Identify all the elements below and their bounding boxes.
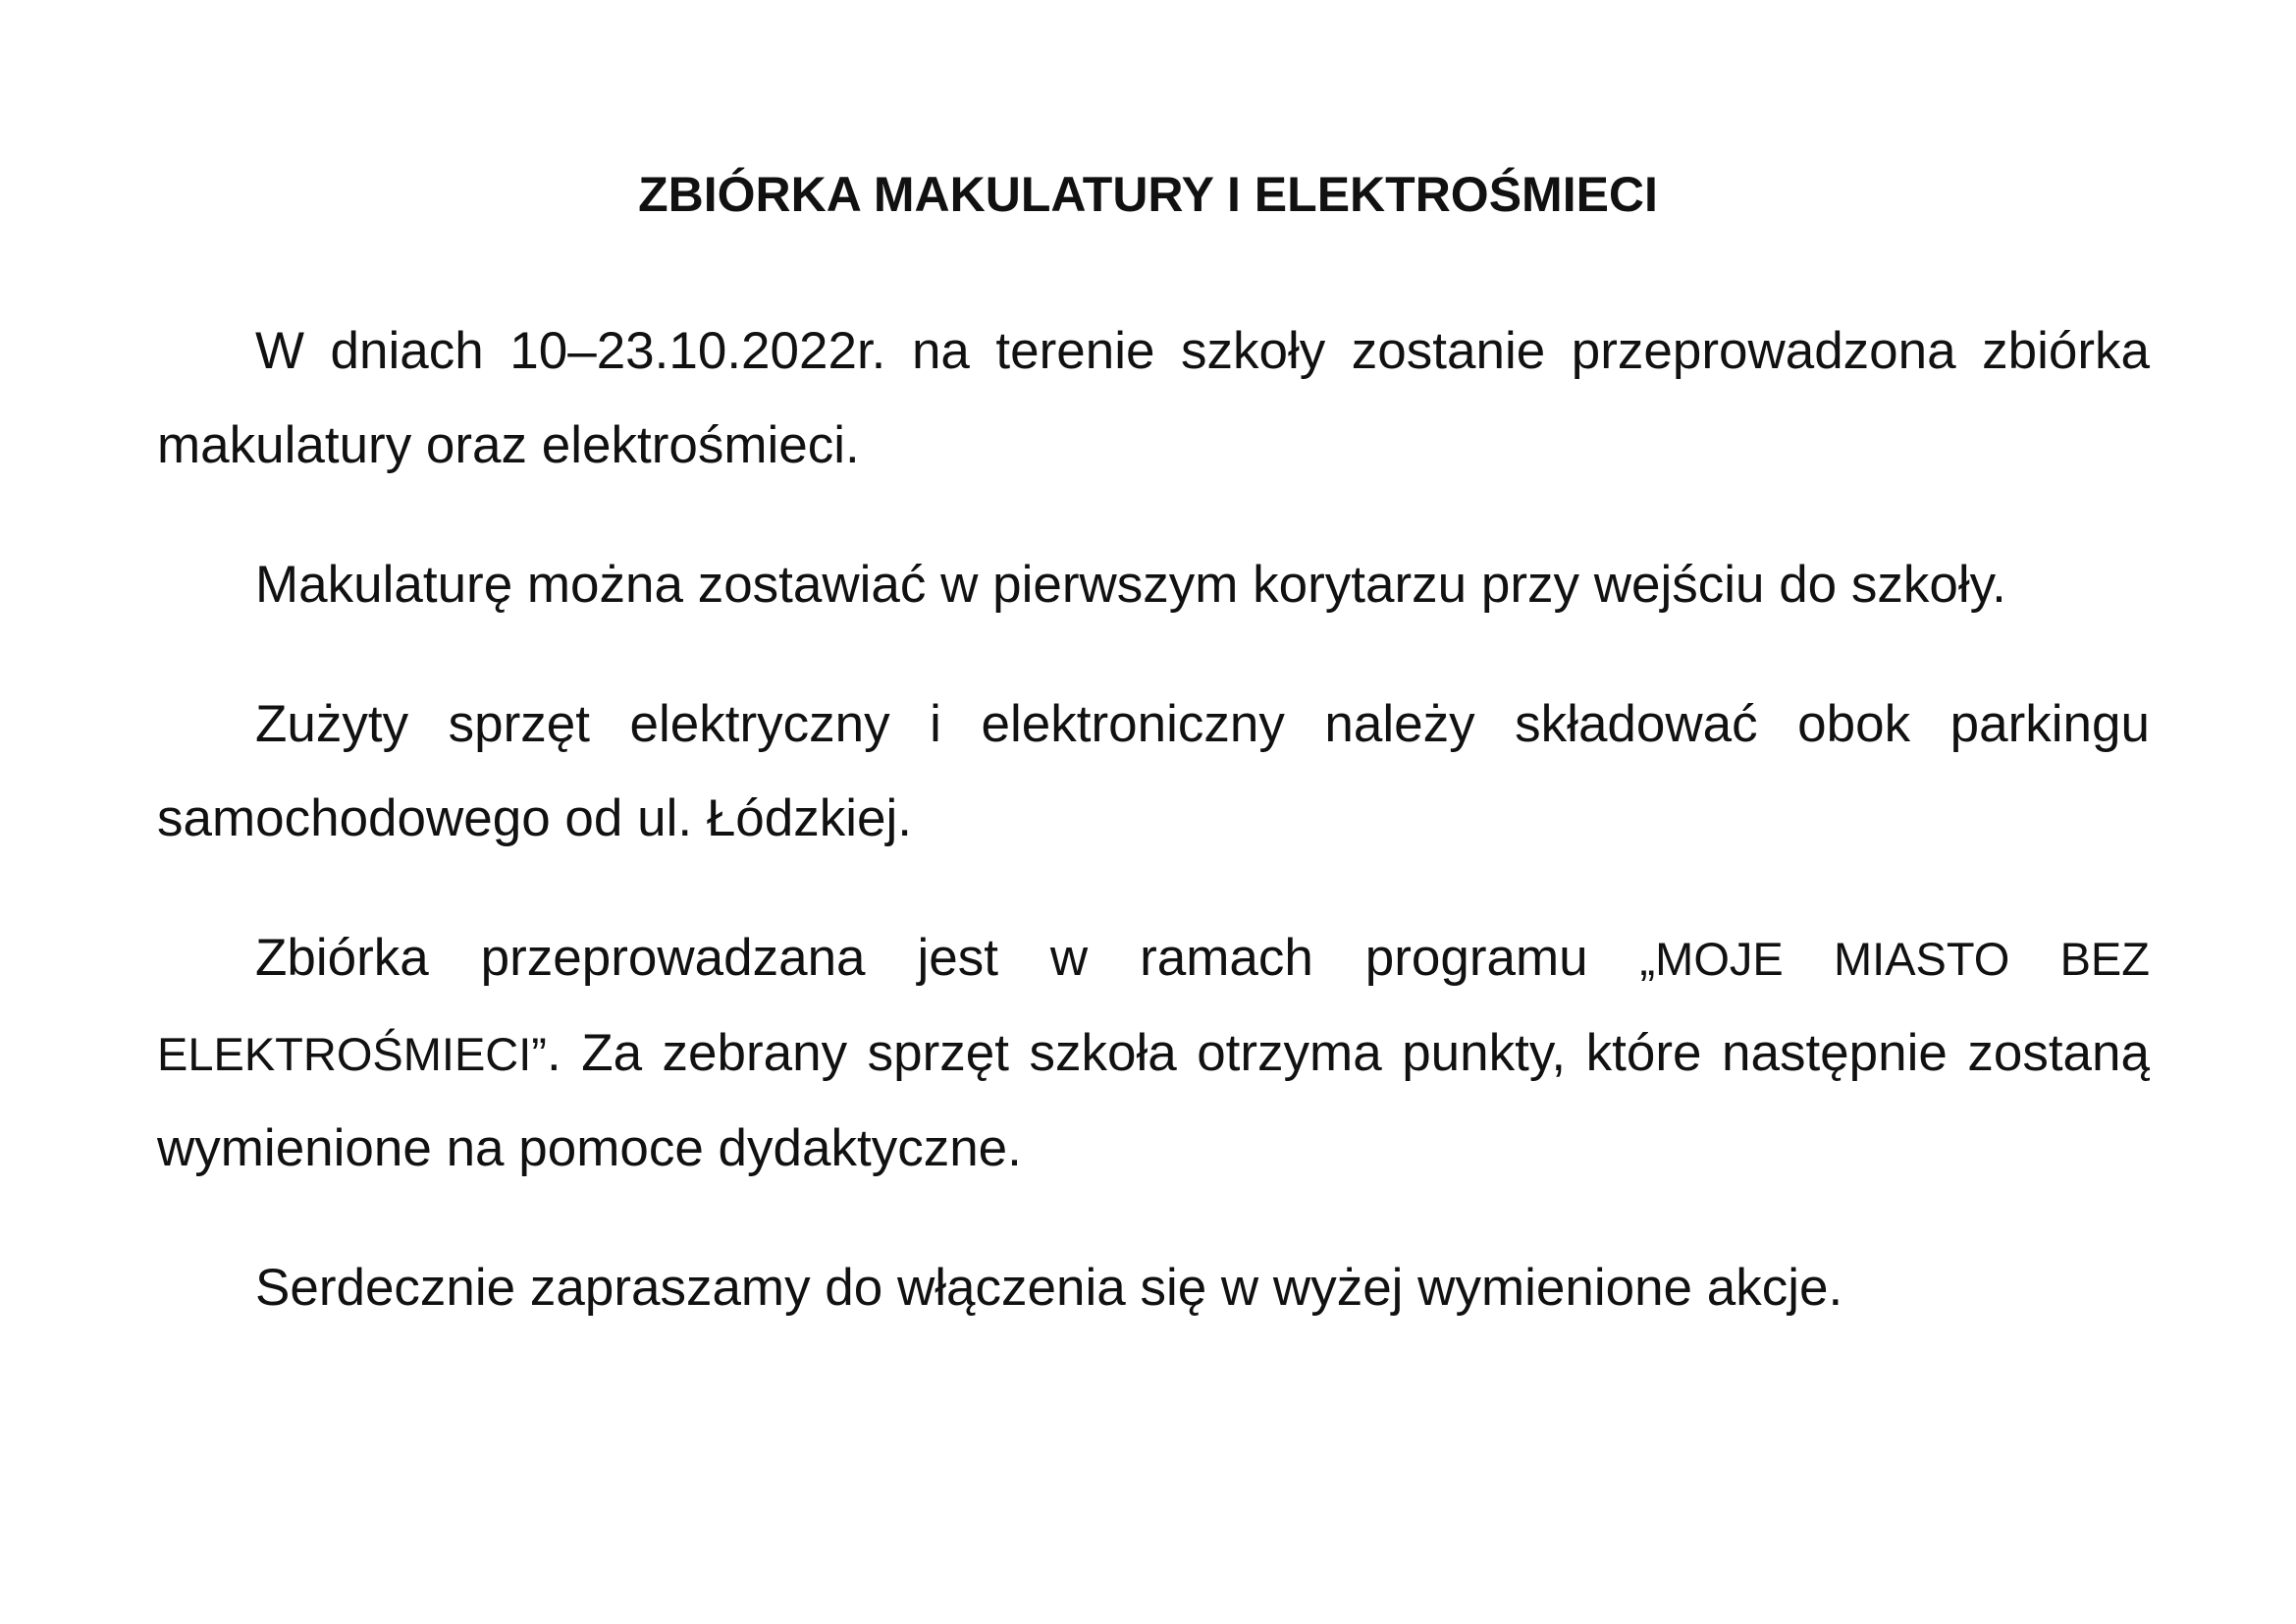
paragraph-paper-location: Makulaturę można zostawiać w pierwszym korytarzu przy wejściu do szkoły. (255, 556, 2006, 614)
program-text-before: Zbiórka przeprowadzana jest w ramach programu (255, 929, 1640, 987)
program-name: „MOJE MIASTO BEZ ELEKTROŚMIECI” (157, 933, 2150, 1080)
document-body (157, 304, 2150, 1380)
paragraph-collection-dates: W dniach 10–23.10.2022r. na terenie szkoły zostanie przeprowadzona zbiórka makulatury oraz elektrośmieci. (157, 322, 2150, 474)
document-title: ZBIÓRKA MAKULATURY I ELEKTROŚMIECI (638, 167, 1658, 222)
paragraph-electronics-location: Zużyty sprzęt elektryczny i elektroniczny należy składować obok parkingu samochodowego od ul. Łódzkiej. (157, 695, 2150, 847)
paragraph-program-info (157, 911, 2150, 1196)
program-text-after: . Za zebrany sprzęt szkoła otrzyma punkty, które następnie zostaną wymienione na pomoce dydaktyczne. (157, 1024, 2150, 1177)
paragraph-invitation: Serdecznie zapraszamy do włączenia się w wyżej wymienione akcje. (255, 1259, 1843, 1317)
